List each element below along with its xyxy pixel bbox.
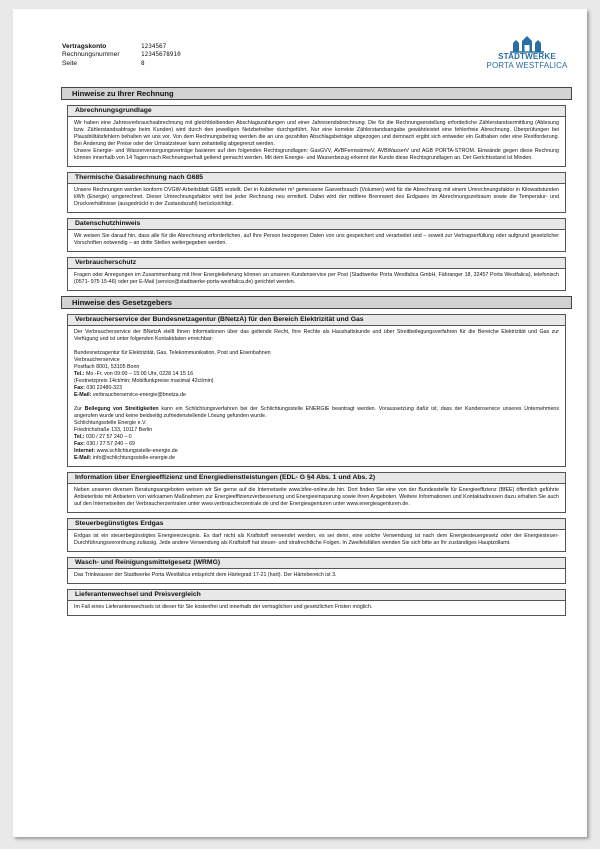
fax-label: Fax: <box>74 385 85 391</box>
account-info <box>62 43 181 68</box>
paragraph: Unsere Rechnungen werden konform DVGW-Arbeitsblatt G685 erstellt. Der in Kubikmeter m³ gemessene Gasverbrauch (Volumen) wird für die Abrechnung mit einem Umrechnungsfaktor in Kilowattstunden kWh (Energie) umgerechnet. Dieser Umrechnungsfaktor wird bei jeder Rechnung neu ermittelt. Dabei wird der mittlere Brennwert des Erdgases im Abrechnungszeitraum sowie die Temperatur- und Druckverhältnisse (ausgedrückt in der Zustandszahl) berücksichtigt. <box>74 187 559 207</box>
section-edl <box>67 472 566 513</box>
internet-label: Internet: <box>74 448 96 454</box>
paragraph: Fragen oder Anregungen im Zusammenhang mit Ihrer Energielieferung können an unseren Kundenservice per Post (Stadtwerke Porta Westfalica GmbH, Fähranger 18, 32457 Porta Westfalica), telefonisch (0571- 975 15-46) oder per E-Mail (service@stadtwerke-porta-westfalica.de) gerichtet werden. <box>74 272 559 285</box>
section-abrechnungsgrundlage <box>67 105 566 167</box>
section-title: Steuerbegünstigtes Erdgas <box>68 519 565 530</box>
tel-note: (Festnetzpreis 14ct/min; Mobilfunkpreise maximal 42ct/min) <box>74 378 214 384</box>
paragraph: Wir weisen Sie darauf hin, dass alle für die Abrechnung erforderlichen, auf Ihre Person bezogenen Daten von uns gespeichert und verarbeitet und – soweit zur Vertragserfüllung oder aufgrund gesetzlicher Vorschriften notwendig – an dritte Stellen weitergegeben werden. <box>74 233 559 246</box>
section-lieferantenwechsel <box>67 589 566 616</box>
document-page <box>13 9 587 837</box>
paragraph: Erdgas ist ein steuerbegünstigtes Energieerzeugnis. Es darf nicht als Kraftstoff verwendet werden, es sei denn, eine solche Verwendung ist nach dem Energiesteuergesetz oder der Energiesteuer-Durchführungsverordnung zulässig. Jede andere Verwendung als Kraftstoff hat steuer- und strafrechtliche Folgen. In Zweifelsfällen wenden Sie sich bitte an Ihr zuständiges Hauptzollamt. <box>74 533 559 546</box>
address-line: Verbraucherservice <box>74 357 120 363</box>
address-line: Bundesnetzagentur für Elektrizität, Gas, Telekommunikation, Post und Eisenbahnen <box>74 350 271 356</box>
paragraph: Wir haben eine Jahresverbrauchsabrechnung mit gleichbleibenden Abschlagszahlungen und einer Jahresendabrechnung. Die für die Rechnungserstellung erforderliche Zählerstandsermittlung (Ablesung bzw. Zählerstandsabfrage beim Kunden) wird durch den jeweiligen Netzbetreiber durchgeführt. Nur eine korrekte Zählerstandsangabe gewährleistet eine fehlerfreie Abrechnung. Überprüfungen bei Plausibilitätsfehlern behalten wir uns vor. Von dem Rechnungsbetrag werden die an uns gezahlten Abschlagsbeträge abgezogen und demnach ergibt sich entweder ein Guthaben oder eine Restforderung. Bei Änderung der Preise oder der Umsatzsteuer kann zeitanteilig abgegrenzt werden. <box>74 120 559 147</box>
section-datenschutz <box>67 218 566 252</box>
paragraph: Der Verbraucherservice der BNetzA stellt Ihnen Informationen über das geltende Recht, Ihre Rechte als Haushaltskunde und über Streitbeilegungsverfahren für die Bereiche Elektrizität und Gas zur Verfügung und ist unter folgenden Kontaktdaten erreichbar: <box>74 329 559 342</box>
paragraph: Neben unseren diversen Beratungsangeboten weisen wir Sie gerne auf die Internetseite www.bfee-online.de hin. Dort finden Sie eine von der Bundesstelle für Energieeffizienz (BfEE) öffentlich geführte Anbieterliste mit Anbietern von wirksamen Maßnahmen zur Energieeffizienzverbesserung und Energieeinsparung sowie ihren Angeboten. Weitere Informationen und Kontaktadressen dazu erhalten Sie auch auf den Internetseiten der Verbraucherzentralen unter www.verbraucherzentrale.de und der Energieagenturen unter www.energieagenturen.de. <box>74 487 559 507</box>
section-bnetza <box>67 314 566 467</box>
paragraph: Unsere Energie- und Wasserversorgungsverträge basieren auf den folgenden Rechtsgrundlagen: GasGVV, AVBFernwärmeV, AVBWasserV und AGB PORTA-STROM. Einwände gegen diese Rechnung können innerhalb von 14 Tagen nach Rechnungserhalt geltend gemacht werden. Mit dem Energie- und Wasserbezug erkennt der Kunde diese Rechtsgrundlagen an. Der Gerichtsstand ist Minden. <box>74 148 559 161</box>
seite-value: 8 <box>141 59 145 67</box>
section-title: Datenschutzhinweis <box>68 219 565 230</box>
paragraph: Das Trinkwasser der Stadtwerke Porta Westfalica entspricht dem Härtegrad 17-21 (hart). Der Härtebereich ist 3. <box>74 572 337 578</box>
heading-hinweise-gesetzgeber: Hinweise des Gesetzgebers <box>61 296 572 309</box>
paragraph: Im Fall eines Lieferantenwechsels ist dieser für Sie kostenfrei und innerhalb der vertraglichen und gesetzlichen Fristen möglich. <box>74 604 373 610</box>
email-value: verbraucherservice-energie@bnetza.de <box>91 392 186 398</box>
rechnungsnummer-value: 12345678910 <box>141 51 181 59</box>
tel-value: Mo.-Fr. von 09:00 – 15:00 Uhr, 0228 14 15 16 <box>84 371 194 377</box>
logo-line1: STADTWERKE <box>498 52 556 61</box>
email-label: E-Mail: <box>74 392 92 398</box>
tel-label: Tel.: <box>74 371 85 377</box>
logo-line2: PORTA WESTFALICA <box>486 61 568 70</box>
section-title: Verbraucherservice der Bundesnetzagentur (BNetzA) für den Bereich Elektrizität und Gas <box>68 315 565 326</box>
email-label: E-Mail: <box>74 455 92 461</box>
porta-gate-icon <box>510 35 544 53</box>
section-title: Lieferantenwechsel und Preisvergleich <box>68 590 565 601</box>
rechnungsnummer-label: Rechnungsnummer <box>62 51 120 59</box>
section-title: Wasch- und Reinigungsmittelgesetz (WRMG) <box>68 558 565 569</box>
fax-value: 030 22480-323 <box>84 385 123 391</box>
section-steuer <box>67 518 566 552</box>
section-verbraucherschutz <box>67 257 566 291</box>
section-wrmg <box>67 557 566 584</box>
address-line: Friedrichstraße 133, 10117 Berlin <box>74 427 153 433</box>
tel-value: 030 / 27 57 240 – 0 <box>84 434 132 440</box>
seite-label: Seite <box>62 59 78 67</box>
fax-label: Fax: <box>74 441 85 447</box>
paragraph: Zur Beilegung von Streitigkeiten kann ein Schlichtungsverfahren bei der Schlichtungsstelle ENERGIE beantragt werden. Voraussetzung dafür ist, dass der Kundenservice unseres Unternehmens angerufen wurde und keine beidseitig zufriedenstellende Lösung gefunden wurde. <box>74 406 560 419</box>
email-value: info@schlichtungsstelle-energie.de <box>91 455 176 461</box>
address-line: Postfach 8001, 53105 Bonn <box>74 364 140 370</box>
address-line: Schlichtungsstelle Energie e.V. <box>74 420 147 426</box>
heading-hinweise-rechnung: Hinweise zu Ihrer Rechnung <box>61 87 572 100</box>
fax-value: 030 / 27 57 240 – 69 <box>84 441 135 447</box>
stadtwerke-logo <box>484 35 570 70</box>
tel-label: Tel.: <box>74 434 85 440</box>
section-title: Verbraucherschutz <box>68 258 565 269</box>
section-gasabrechnung <box>67 172 566 213</box>
streit-bold: Beilegung von Streitigkeiten <box>84 406 159 412</box>
section-title: Thermische Gasabrechnung nach G685 <box>68 173 565 184</box>
vertragskonto-value: 1234567 <box>141 43 167 50</box>
vertragskonto-label: Vertragskonto <box>62 43 107 50</box>
section-title: Information über Energieeffizienz und Energiedienstleistungen (EDL- G §4 Abs. 1 und Abs. 2) <box>68 473 565 484</box>
internet-value: www.schlichtungsstelle-energie.de <box>95 448 178 454</box>
section-title: Abrechnungsgrundlage <box>68 106 565 117</box>
